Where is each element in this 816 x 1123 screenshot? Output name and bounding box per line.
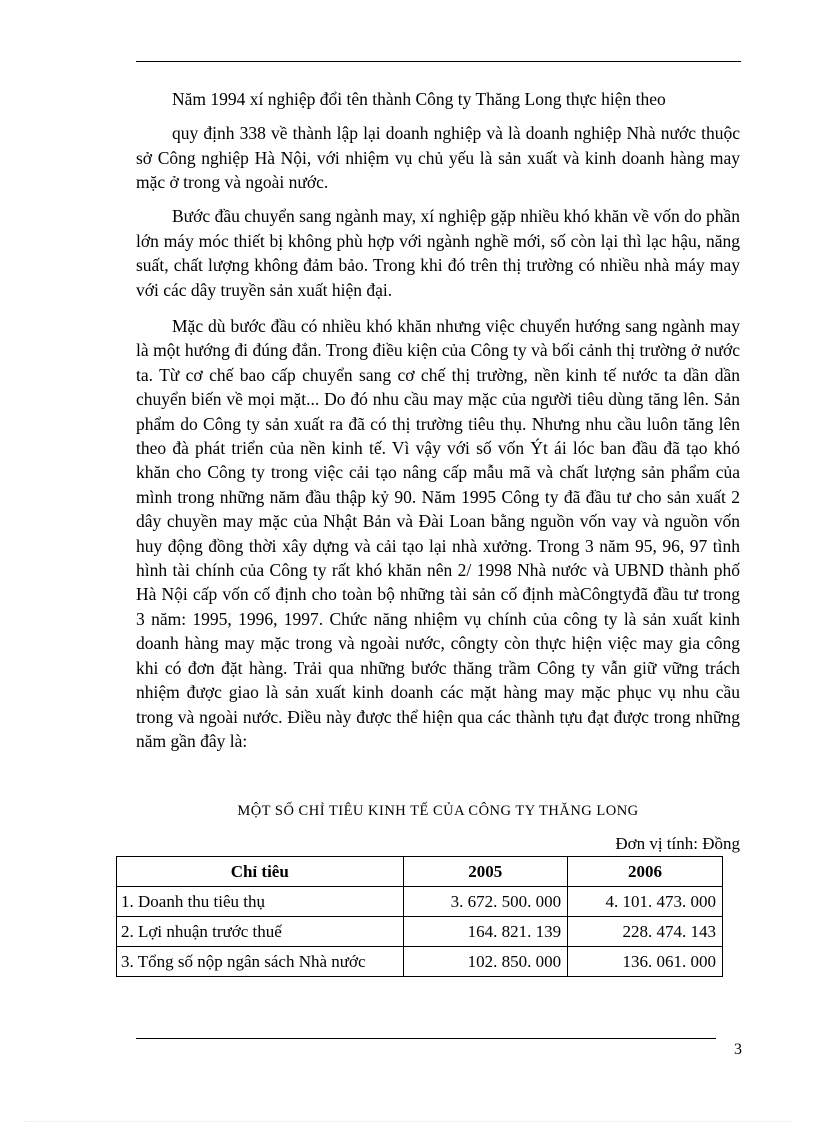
paragraph-3: Mặc dù bước đầu có nhiều khó khăn nhưng việc chuyển hướng sang ngành may là một hướng đi đúng đắn. Trong điều kiện của Công ty và bối cảnh thị trường ở nước ta. Từ cơ chế bao cấp chuyển sang cơ chế thị trường, nền kinh tế nước ta dần dần chuyển biến về mọi mặt... Do đó nhu cầu may mặc của người tiêu dùng tăng lên. Sản phẩm do Công ty sản xuất ra đã có thị trường tiêu thụ. Nhưng nhu cầu luôn tăng lên theo đà phát triển của nền kinh tế. Vì vậy với số vốn Ýt ái lóc ban đầu đã tạo khó khăn cho Công ty trong việc cải tạo nâng cấp mẫu mã và chất lượng sản phẩm của mình trong những năm đầu thập kỷ 90. Năm 1995 Công ty đã đầu tư cho sản xuất 2 dây chuyền may mặc của Nhật Bản và Đài Loan bằng nguồn vốn vay và nguồn vốn huy động đồng thời xây dựng và cải tạo lại nhà xưởng. Trong 3 năm 95, 96, 97 tình hình tài chính của Công ty rất khó khăn nên 2/ 1998 Nhà nước và UBND thành phố Hà Nội cấp vốn cố định cho toàn bộ những tài sản cố định màCôngtyđã đầu tư trong 3 năm: 1995, 1996, 1997. Chức năng nhiệm vụ chính của công ty là sản xuất kinh doanh hàng may mặc trong và ngoài nước, côngty còn thực hiện việc may gia công khi có đơn đặt hàng. Trải qua những bước thăng trầm Công ty vẫn giữ vững trách nhiệm được giao là sản xuất kinh doanh các mặt hàng may mặc phục vụ nhu cầu trong và ngoài nước. Điều này được thể hiện qua các thành tựu đạt được trong những năm gần đây là: <box>136 316 740 751</box>
table-row <box>117 947 723 977</box>
row-value-2006: 228. 474. 143 <box>568 917 723 947</box>
footer-rule <box>136 1038 716 1039</box>
header-rule <box>136 61 741 62</box>
header-indicator: Chỉ tiêu <box>117 857 404 887</box>
paragraph-1-continuation: quy định 338 về thành lập lại doanh nghiệp và là doanh nghiệp Nhà nước thuộc sở Công nghiệp Hà Nội, với nhiệm vụ chủ yếu là sản xuất và kinh doanh hàng may mặc ở trong và ngoài nước. <box>136 123 740 192</box>
page-edge-dotted-line <box>24 1121 792 1122</box>
table-row <box>117 917 723 947</box>
row-label: 3. Tổng số nộp ngân sách Nhà nước <box>117 947 404 977</box>
header-2005: 2005 <box>403 857 568 887</box>
page-number: 3 <box>734 1041 742 1058</box>
row-label: 1. Doanh thu tiêu thụ <box>117 887 404 917</box>
row-value-2005: 3. 672. 500. 000 <box>403 887 568 917</box>
header-2006: 2006 <box>568 857 723 887</box>
table-title: MỘT SỐ CHỈ TIÊU KINH TẾ CỦA CÔNG TY THĂNG LONG <box>237 803 639 819</box>
row-value-2006: 4. 101. 473. 000 <box>568 887 723 917</box>
economic-indicators-table <box>116 856 723 977</box>
row-label: 2. Lợi nhuận trước thuế <box>117 917 404 947</box>
table-header-row <box>117 857 723 887</box>
table-unit: Đơn vị tính: Đồng <box>615 834 740 853</box>
paragraph-2: Bước đầu chuyển sang ngành may, xí nghiệp gặp nhiều khó khăn về vốn do phần lớn máy móc thiết bị không phù hợp với ngành nghề mới, số còn lại thì lạc hậu, năng suất, chất lượng không đảm bảo. Trong khi đó trên thị trường có nhiều nhà máy may với các dây truyền sản xuất hiện đại. <box>136 206 740 300</box>
row-value-2006: 136. 061. 000 <box>568 947 723 977</box>
paragraph-1-first-line: Năm 1994 xí nghiệp đổi tên thành Công ty Thăng Long thực hiện theo <box>172 89 666 109</box>
row-value-2005: 164. 821. 139 <box>403 917 568 947</box>
table-row <box>117 887 723 917</box>
row-value-2005: 102. 850. 000 <box>403 947 568 977</box>
